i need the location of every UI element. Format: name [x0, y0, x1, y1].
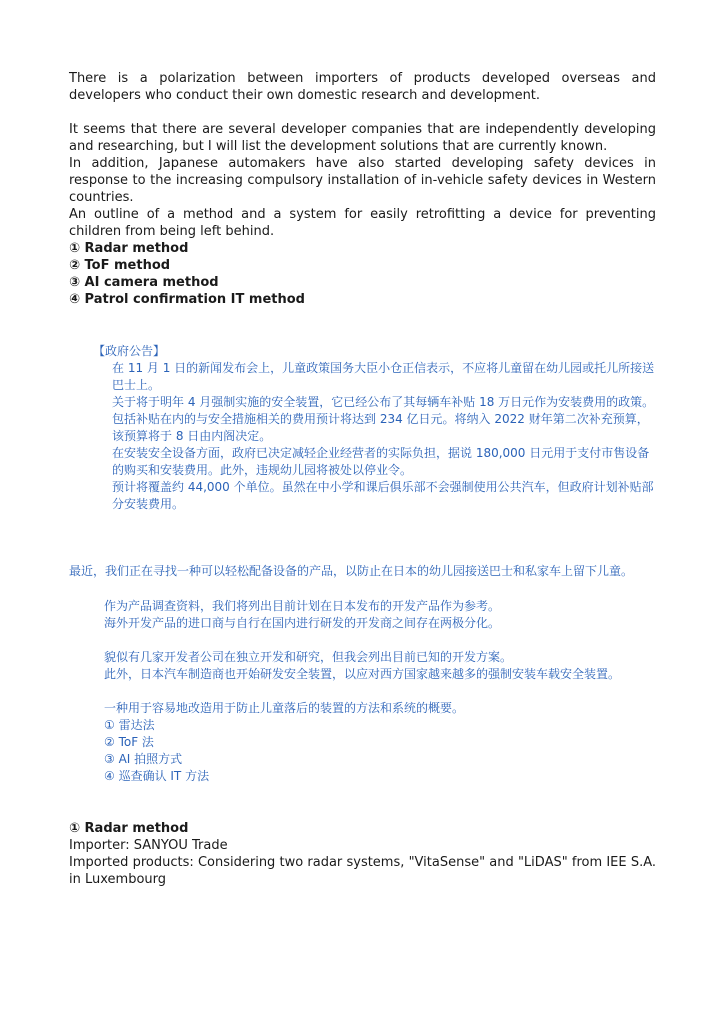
cn-outline-line: 一种用于容易地改造用于防止儿童落后的装置的方法和系统的概要。 — [104, 701, 465, 715]
cn-method-radar: ① 雷达法 — [104, 718, 155, 732]
intro-section — [69, 70, 656, 104]
intro-paragraph-2a: It seems that there are several developer companies that are independently developing and researching, but I will list the development solutions that are currently known. — [69, 122, 656, 154]
gov-paragraph-1: 在 11 月 1 日的新闻发布会上，儿童政策国务大臣小仓正信表示，不应将儿童留在幼儿园或托儿所接送巴士上。 — [112, 361, 655, 392]
radar-section-title: ① Radar method — [69, 821, 189, 836]
method-item-tof: ② ToF method — [69, 258, 171, 273]
outline-paragraph: An outline of a method and a system for easily retrofitting a device for preventing children from being left behind. — [69, 207, 656, 239]
cn-method-patrol: ④ 巡查确认 IT 方法 — [104, 769, 210, 783]
gov-paragraph-5: 预计将覆盖约 44,000 个单位。虽然在中小学和课后俱乐部不会强制使用公共汽车，但政府计划补贴部分安装费用。 — [112, 480, 654, 511]
gov-announcement-title: 【政府公告】 — [93, 344, 166, 358]
gov-announcement-body — [112, 360, 656, 513]
cn-method-ai: ③ AI 拍照方式 — [104, 752, 183, 766]
cn-developer-group — [104, 649, 664, 683]
cn-survey-line-1: 作为产品调查资料，我们将列出目前计划在日本发布的开发产品作为参考。 — [104, 599, 501, 613]
method-item-patrol: ④ Patrol confirmation IT method — [69, 292, 305, 307]
gov-paragraph-4: 在安装安全设备方面，政府已决定减轻企业经营者的实际负担，据说 180,000 日元用于支付市售设备的购买和安装费用。此外，违规幼儿园将被处以停业令。 — [112, 446, 650, 477]
intro-paragraph-1: There is a polarization between importers of products developed overseas and developers who conduct their own domestic research and development. — [69, 71, 656, 103]
cn-outline-group — [104, 700, 664, 785]
cn-method-tof: ② ToF 法 — [104, 735, 154, 749]
radar-products: Imported products: Considering two radar systems, "VitaSense" and "LiDAS" from IEE S.A. in Luxembourg — [69, 855, 656, 887]
cn-developer-line-2: 此外，日本汽车制造商也开始研发安全装置，以应对西方国家越来越多的强制安装车载安全装置。 — [104, 667, 621, 681]
method-item-radar: ① Radar method — [69, 241, 189, 256]
outline-section — [69, 206, 656, 308]
radar-importer: Importer: SANYOU Trade — [69, 838, 228, 853]
intro-paragraph-2b: In addition, Japanese automakers have also started developing safety devices in response to the increasing compulsory installation of in-vehicle safety devices in Western countries. — [69, 156, 656, 205]
recent-paragraph: 最近，我们正在寻找一种可以轻松配备设备的产品，以防止在日本的幼儿园接送巴士和私家车上留下儿童。 — [69, 564, 634, 578]
method-item-ai-camera: ③ AI camera method — [69, 275, 219, 290]
radar-section — [69, 820, 656, 888]
cn-developer-line-1: 貌似有几家开发者公司在独立开发和研究，但我会列出目前已知的开发方案。 — [104, 650, 513, 664]
intro-paragraph-2-group — [69, 121, 656, 206]
cn-survey-line-2: 海外开发产品的进口商与自行在国内进行研发的开发商之间存在两极分化。 — [104, 616, 501, 630]
gov-paragraph-2: 关于将于明年 4 月强制实施的安全装置，它已经公布了其每辆车补贴 18 万日元作为安装费用的政策。 — [112, 395, 655, 409]
cn-survey-group — [104, 598, 664, 632]
gov-paragraph-3: 包括补贴在内的与安全措施相关的费用预计将达到 234 亿日元。将纳入 2022 财年第二次补充预算，该预算将于 8 日由内阁决定。 — [112, 412, 649, 443]
